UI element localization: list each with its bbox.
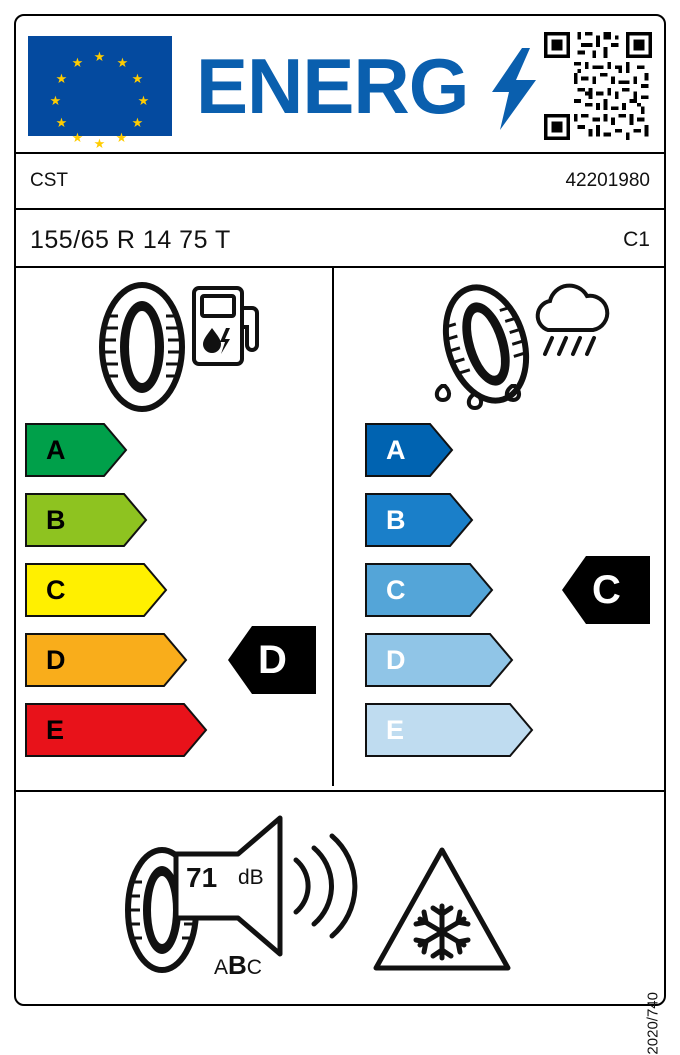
star-icon: ★ xyxy=(93,136,106,151)
page-title: ENERG xyxy=(196,42,469,130)
fuel-pump-icon xyxy=(188,282,264,370)
sku-code: 42201980 xyxy=(565,170,650,191)
lightning-bolt-icon xyxy=(492,48,536,130)
star-icon: ★ xyxy=(131,115,144,130)
noise-unit: dB xyxy=(238,866,264,889)
eu-flag xyxy=(28,36,172,151)
grade-shape xyxy=(366,494,472,546)
fuel-rating-marker xyxy=(228,626,316,694)
divider-vertical xyxy=(332,268,334,786)
grade-letter: D xyxy=(46,645,66,675)
grade-letter: E xyxy=(386,715,405,745)
wet-grade-A xyxy=(366,424,452,476)
noise-class-B-selected: B xyxy=(228,950,247,980)
regulation-code: 2020/740 xyxy=(645,992,662,1055)
star-icon: ★ xyxy=(131,71,144,86)
divider-bottom xyxy=(16,790,664,792)
noise-class-A: A xyxy=(214,956,229,979)
noise-value: 71 xyxy=(186,862,218,893)
fuel-grade-B xyxy=(26,494,146,546)
grade-letter: B xyxy=(46,505,66,535)
grade-shape xyxy=(366,564,492,616)
tyre-size: 155/65 R 14 75 T xyxy=(30,226,231,254)
star-icon: ★ xyxy=(116,55,129,70)
divider-brand xyxy=(16,208,664,210)
brand-name: CST xyxy=(30,170,68,191)
noise-class-C: C xyxy=(246,956,262,979)
star-icon: ★ xyxy=(93,49,106,64)
wet-grade-D xyxy=(366,634,512,686)
divider-header xyxy=(16,152,664,154)
star-icon: ★ xyxy=(71,130,84,145)
fuel-grade-A xyxy=(26,424,126,476)
star-icon: ★ xyxy=(55,71,68,86)
wet-grade-C xyxy=(366,564,492,616)
grade-letter: A xyxy=(46,435,66,465)
grade-letter: C xyxy=(46,575,66,605)
star-icon: ★ xyxy=(55,115,68,130)
fuel-grade-E xyxy=(26,704,206,756)
star-icon: ★ xyxy=(137,93,150,108)
star-icon: ★ xyxy=(71,55,84,70)
tyre-icon xyxy=(88,282,196,412)
fuel-rating-letter: D xyxy=(258,638,287,682)
grade-letter: C xyxy=(386,575,406,605)
wet-grade-B xyxy=(366,494,472,546)
grade-letter: B xyxy=(386,505,406,535)
grade-shape xyxy=(26,424,126,476)
fuel-grade-C xyxy=(26,564,166,616)
wet-grade-E xyxy=(366,704,532,756)
eu-flag-stars xyxy=(28,36,172,151)
grade-letter: E xyxy=(46,715,65,745)
fuel-grade-D xyxy=(26,634,186,686)
wet-rating-letter: C xyxy=(592,568,621,612)
rain-cloud-icon xyxy=(526,282,616,364)
wet-rating-marker xyxy=(562,556,650,624)
grade-letter: D xyxy=(386,645,406,675)
tyre-class: C1 xyxy=(623,228,650,251)
divider-size xyxy=(16,266,664,268)
star-icon: ★ xyxy=(49,93,62,108)
grade-letter: A xyxy=(386,435,406,465)
noise-class-scale xyxy=(214,950,262,981)
qr-code xyxy=(544,32,652,140)
grade-shape xyxy=(26,494,146,546)
snowflake-mountain-icon xyxy=(374,844,510,974)
star-icon: ★ xyxy=(115,130,128,145)
grade-shape xyxy=(366,424,452,476)
